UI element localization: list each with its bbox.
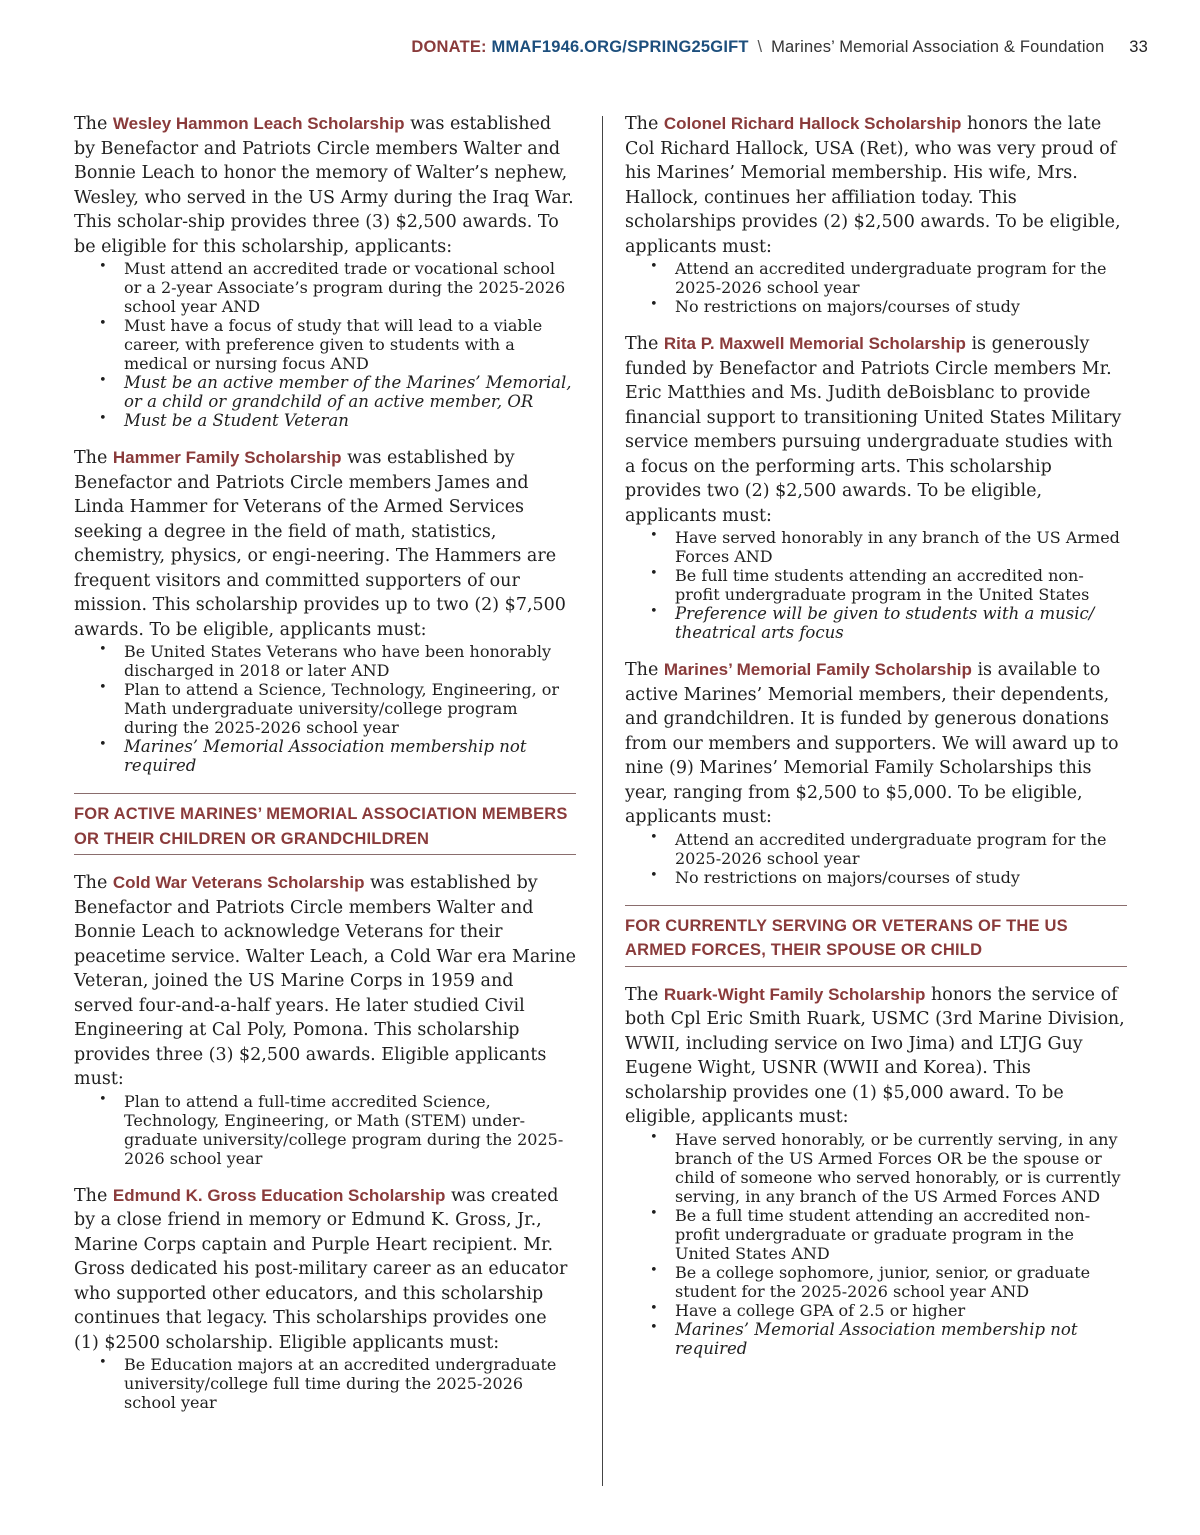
leach-scholarship-intro (74, 112, 576, 259)
family-requirements-list (625, 830, 1127, 887)
maxwell-scholarship-intro (625, 332, 1127, 528)
donate-label: DONATE: (411, 38, 487, 56)
intro-prefix: The (74, 114, 113, 134)
scholarship-name: Ruark-Wight Family Scholarship (663, 984, 926, 1004)
intro-prefix: The (625, 660, 664, 680)
list-item: • Have served honorably in any branch of the US Armed Forces AND (675, 528, 1127, 566)
intro-prefix: The (74, 448, 113, 468)
intro-text: was created by a close friend in memory or Edmund K. Gross, Jr., Marine Corps captain and Purple Heart recipient. Mr. Gross dedicated his post-military career as an educator who supported other educators, and this scholarship continues that legacy. This scholarships provides one (1) $2500 scholarship. Eligible applicants must: (74, 1185, 568, 1353)
leach-requirements-list (74, 259, 576, 430)
list-item: • Marines’ Memorial Association membership not required (675, 1320, 1127, 1358)
intro-text: was established by Benefactor and Patriots Circle members Walter and Bonnie Leach to acknowledge Veterans for their peacetime service. Walter Leach, a Cold War era Marine Veteran, joined the US Marine Corps in 1959 and served four-and-a-half years. He later studied Civil Engineering at Cal Poly, Pomona. This scholarship provides three (3) $2,500 awards. Eligible applicants must: (74, 873, 576, 1089)
intro-text: honors the late Col Richard Hallock, USA (Ret), who was very proud of his Marines’ Memorial membership. His wife, Mrs. Hallock, continues her affiliation today. This scholarships provides (2) $2,500 awards. To be eligible, applicants must: (625, 114, 1121, 257)
scholarship-name: Edmund K. Gross Education Scholarship (112, 1185, 446, 1205)
coldwar-requirements-list (74, 1092, 576, 1168)
list-item: • Have a college GPA of 2.5 or higher (675, 1301, 1127, 1320)
scholarship-name: Cold War Veterans Scholarship (112, 873, 365, 892)
list-item: • Plan to attend a Science, Technology, Engineering, or Math undergraduate university/college program during the 2025-2026 school year (124, 680, 576, 737)
list-item: • Must attend an accredited trade or vocational school or a 2-year Associate’s program during the 2025-2026 school year AND (124, 259, 576, 316)
intro-prefix: The (625, 334, 664, 354)
hammer-requirements-list (74, 642, 576, 775)
intro-text: is available to active Marines’ Memorial members, their dependents, and grandchildren. It is funded by generous donations from our members and supporters. We will award up to nine (9) Marines’ Memorial Family Scholarships this year, ranging from $2,500 to $5,000. To be eligible, applicants must: (625, 660, 1119, 827)
list-item: • Marines’ Memorial Association membership not required (124, 737, 576, 775)
intro-prefix: The (74, 1185, 113, 1206)
section-heading-members: FOR ACTIVE MARINES’ MEMORIAL ASSOCIATION MEMBERS OR THEIR CHILDREN OR GRANDCHILDREN (74, 793, 576, 855)
scholarship-name: Hammer Family Scholarship (112, 448, 342, 467)
left-column (74, 112, 576, 1412)
list-item: • Have served honorably, or be currently serving, in any branch of the US Armed Forces OR be the spouse or child of someone who served honorably, or is currently serving, in any branch of the US Armed Forces AND (675, 1130, 1127, 1206)
list-item: • No restrictions on majors/courses of study (675, 868, 1127, 887)
right-column (625, 112, 1127, 1358)
list-item: • Preference will be given to students with a music/ theatrical arts focus (675, 604, 1127, 642)
intro-text: honors the service of both Cpl Eric Smith Ruark, USMC (3rd Marine Division, WWII, including service on Iwo Jima) and LTJG Guy Eugene Wight, USNR (WWII and Korea). This scholarship provides one (1) $5,000 award. To be eligible, applicants must: (625, 984, 1125, 1127)
list-item: • Must be an active member of the Marines’ Memorial, or a child or grandchild of an active member, OR (124, 373, 576, 411)
list-item: • Must be a Student Veteran (124, 411, 576, 430)
intro-prefix: The (625, 114, 664, 134)
column-divider (602, 116, 603, 1486)
family-scholarship-intro (625, 658, 1127, 830)
gross-scholarship-intro (74, 1184, 576, 1356)
intro-prefix: The (625, 984, 664, 1005)
intro-text: was established by Benefactor and Patriots Circle members James and Linda Hammer for Veterans of the Armed Services seeking a degree in the field of math, statistics, chemistry, physics, or engi-neering. The Hammers are frequent visitors and committed supporters of our mission. This scholarship provides up to two (2) $7,500 awards. To be eligible, applicants must: (74, 448, 566, 640)
hammer-scholarship-intro (74, 446, 576, 642)
header-separator: \ (757, 38, 763, 56)
gross-requirements-list (74, 1355, 576, 1412)
scholarship-name: Colonel Richard Hallock Scholarship (663, 114, 962, 133)
donate-url-link[interactable]: MMAF1946.ORG/SPRING25GIFT (491, 38, 749, 56)
list-item: • Be full time students attending an accredited non-profit undergraduate program in the United States (675, 566, 1127, 604)
scholarship-name: Rita P. Maxwell Memorial Scholarship (663, 334, 966, 353)
list-item: • Be a full time student attending an accredited non-profit undergraduate or graduate program in the United States AND (675, 1206, 1127, 1263)
scholarship-name: Wesley Hammon Leach Scholarship (112, 114, 405, 133)
list-item: • Be a college sophomore, junior, senior, or graduate student for the 2025-2026 school year AND (675, 1263, 1127, 1301)
page-number: 33 (1129, 38, 1148, 56)
list-item: • Attend an accredited undergraduate program for the 2025-2026 school year (675, 259, 1127, 297)
page-header (411, 38, 1148, 57)
scholarship-name: Marines’ Memorial Family Scholarship (663, 660, 972, 679)
list-item: • Must have a focus of study that will lead to a viable career, with preference given to students with a medical or nursing focus AND (124, 316, 576, 373)
hallock-requirements-list (625, 259, 1127, 316)
list-item: • Be United States Veterans who have been honorably discharged in 2018 or later AND (124, 642, 576, 680)
publication-name: Marines’ Memorial Association & Foundation (771, 38, 1105, 56)
ruark-scholarship-intro (625, 983, 1127, 1130)
maxwell-requirements-list (625, 528, 1127, 642)
section-heading-veterans: FOR CURRENTLY SERVING OR VETERANS OF THE US ARMED FORCES, THEIR SPOUSE OR CHILD (625, 905, 1127, 967)
intro-text: is generously funded by Benefactor and Patriots Circle members Mr. Eric Matthies and Ms. Judith deBoisblanc to provide financial support to transitioning United States Military service members pursuing undergraduate studies with a focus on the performing arts. This scholarship provides two (2) $2,500 awards. To be eligible, applicants must: (625, 334, 1122, 526)
list-item: • No restrictions on majors/courses of study (675, 297, 1127, 316)
intro-text: was established by Benefactor and Patriots Circle members Walter and Bonnie Leach to honor the memory of Walter’s nephew, Wesley, who served in the US Army during the Iraq War. This scholar-ship provides three (3) $2,500 awards. To be eligible for this scholarship, applicants: (74, 114, 574, 257)
list-item: • Attend an accredited undergraduate program for the 2025-2026 school year (675, 830, 1127, 868)
intro-prefix: The (74, 873, 113, 893)
hallock-scholarship-intro (625, 112, 1127, 259)
list-item: • Plan to attend a full-time accredited Science, Technology, Engineering, or Math (STEM) under-graduate university/college program during the 2025-2026 school year (124, 1092, 576, 1168)
list-item: • Be Education majors at an accredited undergraduate university/college full time during the 2025-2026 school year (124, 1355, 576, 1412)
coldwar-scholarship-intro (74, 871, 576, 1092)
ruark-requirements-list (625, 1130, 1127, 1358)
